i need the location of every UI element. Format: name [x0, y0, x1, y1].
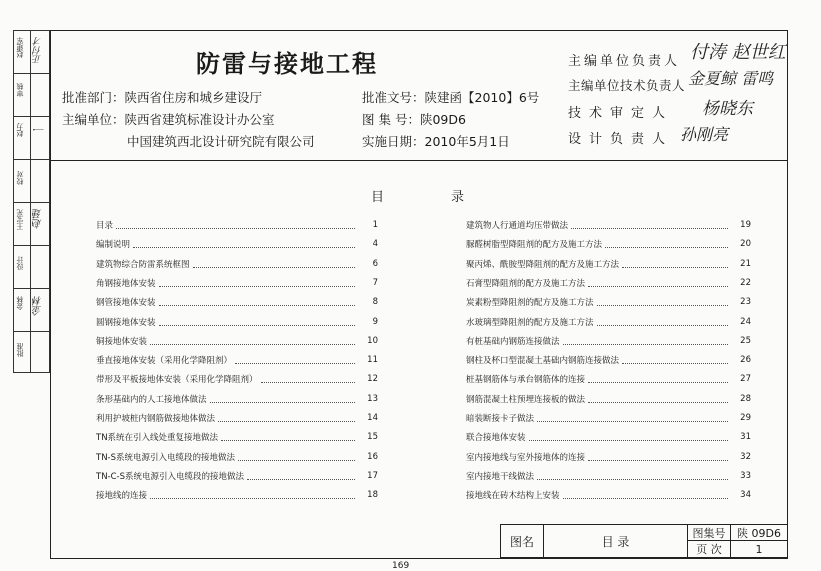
toc-item-page: 24: [740, 316, 751, 327]
strip-label: 校对: [16, 171, 24, 185]
toc-item-page: 12: [367, 374, 378, 385]
toc-item: [96, 274, 378, 292]
toc-item: [466, 409, 751, 427]
set-no: 陕09D6: [419, 112, 466, 127]
strip-row-line: [14, 73, 49, 74]
toc-leader-dots: [622, 356, 728, 364]
toc-item-page: 18: [367, 490, 378, 501]
doc-no: 陕建函【2010】6号: [424, 90, 540, 105]
toc-leader-dots: [537, 472, 728, 480]
tb-set-label: 图集号: [687, 524, 731, 541]
toc-item: [466, 486, 751, 504]
toc-item: [466, 428, 751, 446]
strip-row-line: [14, 202, 49, 203]
strip-signature: 金林: [33, 296, 44, 316]
toc-item-label: 脲醛树脂型降阻剂的配方及施工方法: [466, 240, 603, 251]
toc-leader-dots: [597, 318, 728, 326]
toc-item-label: 暗装断接卡子做法: [466, 414, 535, 424]
toc-item-page: 1: [372, 220, 378, 230]
responsible-role: 主编单位技术负责人: [568, 78, 686, 93]
toc-item-page: 14: [367, 413, 378, 423]
toc-item-page: 19: [740, 220, 751, 230]
editor2: 中国建筑西北设计研究院有限公司: [127, 134, 315, 149]
toc-item-label: 接地线的连接: [96, 491, 148, 502]
toc-item: [466, 390, 751, 408]
responsible-role: 设计负责人: [568, 132, 674, 147]
tb-set-no: 陕 09D6: [730, 524, 788, 541]
toc-item-page: 32: [740, 451, 751, 462]
toc-item: [96, 235, 378, 253]
toc-title-right: 录: [451, 190, 465, 205]
toc-item-label: TN-S系统电源引入电缆段的接地做法: [96, 452, 236, 463]
toc-leader-dots: [588, 375, 728, 383]
strip-row-line: [14, 288, 49, 289]
toc-item-page: 11: [367, 355, 378, 366]
toc-item-page: 25: [740, 335, 751, 346]
toc-item: [466, 448, 751, 466]
toc-item-label: 炭素粉型降阻剂的配方及施工方法: [466, 298, 594, 309]
toc-item-page: 23: [740, 297, 751, 308]
toc-item-label: 钢筋混凝土柱预埋连接板的做法: [466, 394, 586, 405]
toc-item: [466, 313, 751, 331]
strip-signature: 一: [33, 123, 47, 135]
toc-item-page: 28: [740, 393, 751, 404]
toc-item: [466, 274, 751, 292]
toc-item-label: 角钢接地体安装: [96, 278, 156, 289]
toc-item-label: 聚丙烯、酰胺型降阻剂的配方及施工方法: [466, 259, 620, 270]
toc-leader-dots: [261, 375, 355, 383]
toc-leader-dots: [159, 318, 355, 326]
approver-label: 批准部门：: [62, 90, 125, 105]
tb-name-label: 图名: [500, 524, 544, 558]
toc-item-label: TN-C-S系统电源引入电缆段的接地做法: [96, 471, 245, 482]
doc-no-label: 批准文号：: [362, 90, 425, 105]
toc-item-page: 16: [367, 451, 378, 462]
date-label: 实施日期：: [362, 134, 425, 149]
toc-item-label: 钢柱及杯口型混凝土基础内钢筋连接做法: [466, 356, 620, 367]
strip-row-line: [14, 159, 49, 160]
toc-item: [96, 255, 378, 273]
approval-strip: [13, 30, 50, 373]
toc-item-page: 8: [372, 297, 378, 308]
strip-label: 王宝光: [16, 209, 24, 230]
editor-label: 主编单位：: [62, 112, 125, 127]
toc-item-label: 建筑物人行通道均压带做法: [466, 221, 569, 231]
responsible-signature: 孙刚亮: [680, 125, 729, 144]
page-title: 防雷与接地工程: [196, 50, 378, 78]
toc-item: [466, 370, 751, 388]
toc-leader-dots: [150, 491, 355, 499]
toc-item: [466, 332, 751, 350]
toc-leader-dots: [537, 414, 728, 422]
toc-leader-dots: [571, 221, 728, 229]
toc-item-label: 桩基钢筋体与承台钢筋体的连接: [466, 375, 586, 386]
responsible-signature: 付涛 赵世红: [690, 42, 786, 63]
strip-row-line: [14, 116, 49, 117]
toc-leader-dots: [210, 395, 355, 403]
toc-item-label: 钢管接地体安装: [96, 298, 156, 309]
toc-item-page: 17: [367, 470, 378, 481]
toc-item-label: 条形基础内的人工接地体做法: [96, 394, 207, 405]
approver-row: [62, 88, 262, 106]
toc-item-page: 6: [372, 258, 378, 269]
toc-item: [96, 313, 378, 331]
tb-page-label: 页 次: [687, 540, 731, 558]
toc-leader-dots: [150, 337, 355, 345]
toc-item: [96, 467, 378, 485]
strip-row-line: [14, 331, 49, 332]
toc-leader-dots: [605, 240, 728, 248]
toc-item-label: 室内接地干线做法: [466, 471, 535, 482]
toc-leader-dots: [588, 453, 728, 461]
page-number: 169: [392, 561, 410, 571]
toc-item: [466, 351, 751, 369]
toc-item: [96, 332, 378, 350]
date-row: [362, 132, 510, 150]
toc-item-label: 圆钢接地体安装: [96, 317, 156, 328]
toc-item: [96, 409, 378, 427]
toc-item-label: 接地线在砖木结构上安装: [466, 491, 560, 502]
editor: 陕西省建筑标准设计办公室: [124, 112, 275, 127]
toc-item-page: 33: [740, 470, 751, 481]
toc-item-page: 4: [372, 239, 378, 250]
toc-item-label: TN系统在引入线处重复接地做法: [96, 433, 219, 444]
responsible-role: 技术审定人: [568, 106, 674, 121]
strip-signature: 赵建: [33, 209, 44, 229]
toc-item-label: 垂直接地体安装（采用化学降阻剂）: [96, 356, 233, 367]
date: 2010年5月1日: [424, 134, 510, 149]
toc-item-label: 水玻璃型降阻剂的配方及施工方法: [466, 317, 594, 328]
strip-label: 金林: [16, 296, 24, 310]
toc-leader-dots: [116, 221, 355, 229]
strip-label: 设计: [16, 256, 24, 270]
toc-leader-dots: [159, 279, 355, 287]
toc-item: [96, 351, 378, 369]
toc-leader-dots: [235, 356, 355, 364]
toc-leader-dots: [529, 433, 728, 441]
toc-item-page: 7: [372, 277, 378, 288]
strip-label: 审核: [16, 83, 24, 97]
toc-item-label: 室内接地线与室外接地体的连接: [466, 452, 586, 463]
set-no-row: [362, 110, 466, 128]
toc-item: [96, 370, 378, 388]
responsible-role: 主编单位负责人: [568, 54, 681, 69]
toc-item-label: 铜接地体安装: [96, 336, 148, 347]
toc-leader-dots: [597, 298, 728, 306]
toc-item: [96, 448, 378, 466]
toc-item-label: 编制说明: [96, 240, 131, 251]
toc-item: [96, 486, 378, 504]
toc-item-page: 31: [740, 432, 751, 443]
toc-item-label: 带形及平板接地体安装（采用化学降阻剂）: [96, 375, 258, 386]
toc-item-page: 26: [740, 355, 751, 366]
strip-label: 赵建军: [16, 37, 24, 58]
strip-row-line: [14, 245, 49, 246]
toc-leader-dots: [159, 298, 355, 306]
toc-item: [466, 467, 751, 485]
toc-leader-dots: [238, 453, 355, 461]
toc-item: [96, 428, 378, 446]
toc-item-label: 目录: [96, 221, 114, 231]
toc-item-page: 29: [740, 413, 751, 423]
toc-leader-dots: [247, 472, 355, 480]
toc-item: [96, 390, 378, 408]
toc-item-label: 石膏型降阻剂的配方及施工方法: [466, 278, 586, 289]
toc-leader-dots: [193, 260, 355, 268]
toc-leader-dots: [218, 414, 355, 422]
toc-leader-dots: [588, 395, 728, 403]
toc-title-left: 目: [371, 190, 385, 205]
toc-item-page: 13: [367, 393, 378, 404]
toc-item: [466, 235, 751, 253]
toc-leader-dots: [133, 240, 355, 248]
strip-label: 批准: [16, 343, 24, 357]
toc-item-label: 有桩基础内钢筋连接做法: [466, 336, 560, 347]
strip-signature: 正付才: [33, 37, 43, 64]
toc-item: [96, 293, 378, 311]
toc-item-page: 34: [740, 490, 751, 501]
toc-item-label: 建筑物综合防雷系统框图: [96, 259, 190, 270]
set-no-label: 图 集 号：: [362, 112, 420, 127]
toc-leader-dots: [221, 433, 355, 441]
header-divider: [50, 160, 788, 161]
tb-name: 目 录: [543, 524, 688, 558]
toc-item-label: 利用护坡桩内钢筋做接地体做法: [96, 414, 216, 424]
toc-item-label: 联合接地体安装: [466, 433, 526, 444]
toc-leader-dots: [563, 337, 728, 345]
toc-item-page: 15: [367, 432, 378, 443]
toc-item: [466, 216, 751, 234]
approver: 陕西省住房和城乡建设厅: [124, 90, 263, 105]
toc-item-page: 21: [740, 258, 751, 269]
toc-item-page: 20: [740, 239, 751, 250]
toc-item-page: 22: [740, 277, 751, 288]
toc-leader-dots: [588, 279, 728, 287]
toc-item: [466, 255, 751, 273]
responsible-signature: 金夏鲸 雷鸣: [688, 69, 774, 88]
toc-item-page: 10: [367, 335, 378, 346]
toc-leader-dots: [622, 260, 728, 268]
toc-item: [466, 293, 751, 311]
toc-leader-dots: [563, 491, 728, 499]
doc-no-row: [362, 88, 539, 106]
toc-item-page: 27: [740, 374, 751, 385]
editor-row: [62, 110, 275, 128]
toc-item: [96, 216, 378, 234]
tb-page: 1: [730, 540, 788, 558]
toc-item-page: 9: [372, 316, 378, 327]
strip-label: 赵力: [16, 123, 24, 137]
responsible-signature: 杨晓东: [702, 99, 753, 119]
